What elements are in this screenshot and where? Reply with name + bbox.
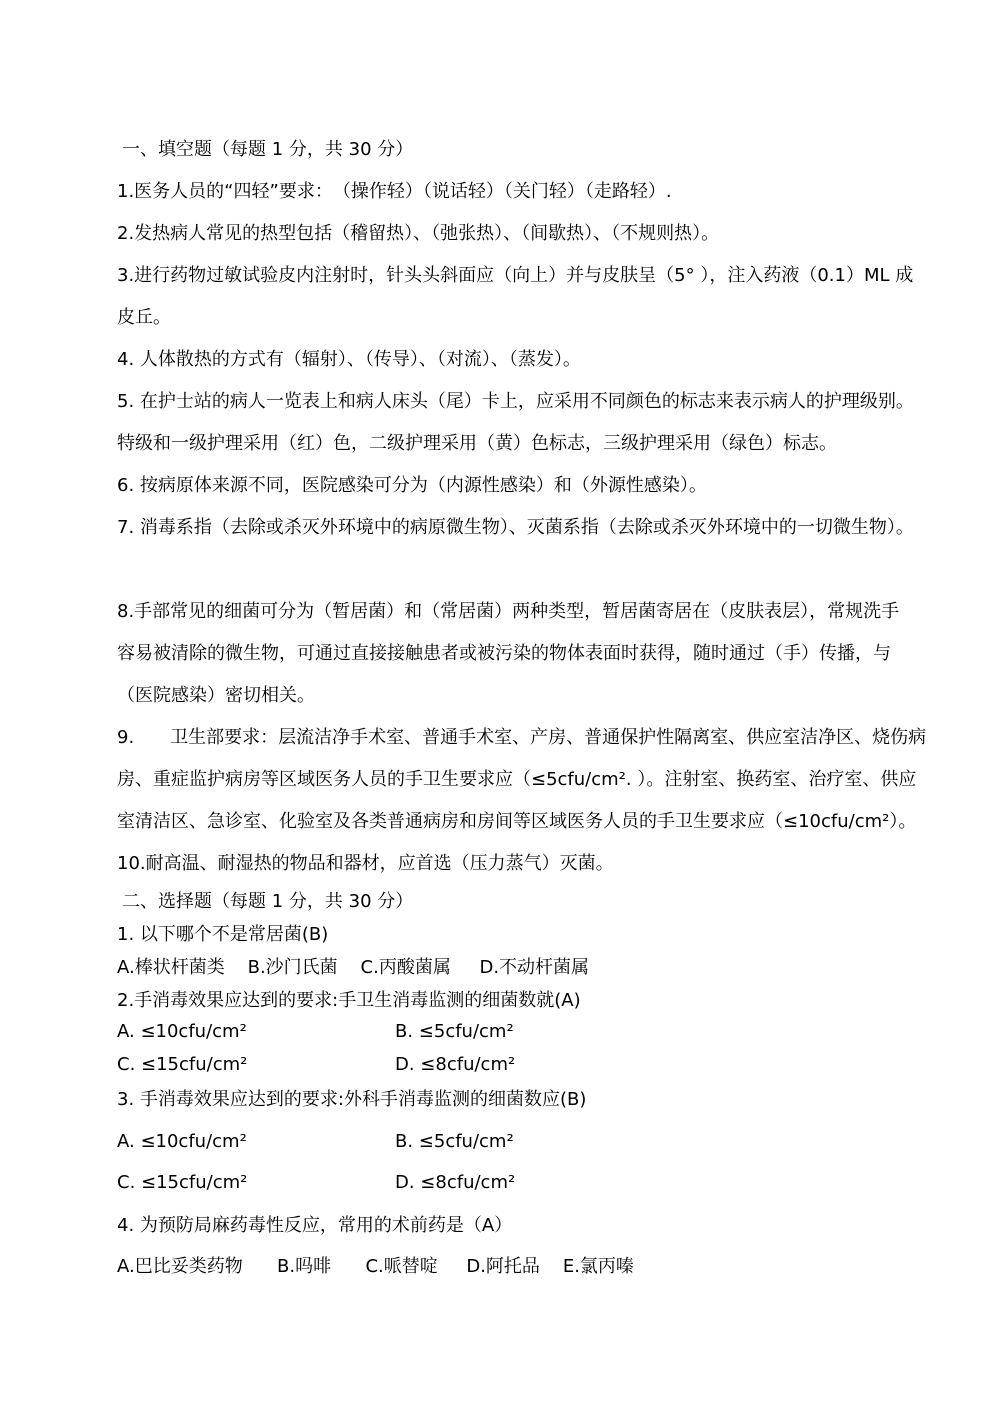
text-line: 2.手消毒效果应达到的要求:手卫生消毒监测的细菌数就(A): [117, 989, 581, 1011]
option-cell: A. ≤10cfu/cm²: [117, 1131, 247, 1152]
text-line: A.棒状杆菌类 B.沙门氏菌 C.丙酸菌属 D.不动杆菌属: [117, 956, 590, 978]
text-line: 2.发热病人常见的热型包括（稽留热）、（弛张热）、（间歇热）、（不规则热）。: [117, 223, 720, 244]
text-line: 5. 在护士站的病人一览表上和病人床头（尾）卡上，应采用不同颜色的标志来表示病人的护理级别。: [117, 391, 914, 412]
option-row: [117, 1162, 917, 1203]
text-line: 4. 为预防局麻药毒性反应，常用的术前药是（A）: [117, 1214, 513, 1236]
option-cell: B. ≤5cfu/cm²: [395, 1131, 514, 1152]
text-line: 室清洁区、急诊室、化验室及各类普通病房和房间等区域医务人员的手卫生要求应（≤10cfu/cm²）。: [117, 811, 917, 832]
text-line: 3.进行药物过敏试验皮内注射时，针头头斜面应（向上）并与皮肤呈（5° ），注入药液（0.1）ML 成: [117, 265, 914, 286]
text-line: A.巴比妥类药物 B.吗啡 C.哌替啶 D.阿托品 E.氯丙嗪: [117, 1255, 634, 1277]
option-cell: D. ≤8cfu/cm²: [395, 1172, 516, 1193]
text-line: 3. 手消毒效果应达到的要求:外科手消毒监测的细菌数应(B): [117, 1088, 587, 1110]
option-cell: C. ≤15cfu/cm²: [117, 1054, 248, 1075]
text-line: 皮丘。: [117, 307, 171, 328]
option-cell: A. ≤10cfu/cm²: [117, 1021, 247, 1042]
text-line: （医院感染）密切相关。: [117, 685, 315, 706]
option-cell: C. ≤15cfu/cm²: [117, 1172, 248, 1193]
text-line: 1.医务人员的“四轻”要求： （操作轻）（说话轻）（关门轻）（走路轻）.: [117, 181, 672, 202]
option-row: [117, 1121, 917, 1162]
text-line: 容易被清除的微生物，可通过直接接触患者或被污染的物体表面时获得，随时通过（手）传播，与: [117, 643, 891, 664]
text-line: 9. 卫生部要求：层流洁净手术室、普通手术室、产房、普通保护性隔离室、供应室洁净区、烧伤病: [117, 727, 927, 748]
text-line: 10.耐高温、耐湿热的物品和器材，应首选（压力蒸气）灭菌。: [117, 853, 614, 874]
text-line: 房、重症监护病房等区域医务人员的手卫生要求应（≤5cfu/cm². ）。注射室、换药室、治疗室、供应: [117, 769, 917, 790]
document-body: [117, 127, 927, 1285]
text-line: 二、选择题（每题 1 分，共 30 分）: [122, 890, 414, 912]
option-row: [117, 1015, 917, 1048]
text-line: 特级和一级护理采用（红）色，二级护理采用（黄）色标志，三级护理采用（绿色）标志。: [117, 433, 837, 454]
text-line: 7. 消毒系指（去除或杀灭外环境中的病原微生物）、灭菌系指（去除或杀灭外环境中的一切微生物）。: [117, 517, 914, 538]
section-fill-in-blanks: [117, 127, 927, 883]
blank-line: [117, 547, 917, 589]
option-cell: D. ≤8cfu/cm²: [395, 1054, 516, 1075]
text-line: 8.手部常见的细菌可分为（暂居菌）和（常居菌）两种类型，暂居菌寄居在（皮肤表层），常规洗手: [117, 601, 900, 622]
text-line: 4. 人体散热的方式有（辐射）、（传导）、（对流）、（蒸发）。: [117, 349, 581, 370]
option-cell: B. ≤5cfu/cm²: [395, 1021, 514, 1042]
section-multiple-choice-a: [117, 883, 917, 1114]
section-multiple-choice-b: [117, 1121, 917, 1285]
text-line: 1. 以下哪个不是常居菌(B): [117, 923, 329, 945]
option-row: [117, 1048, 917, 1081]
text-line: 6. 按病原体来源不同，医院感染可分为（内源性感染）和（外源性感染）。: [117, 475, 707, 496]
text-line: 一、填空题（每题 1 分，共 30 分）: [122, 139, 414, 160]
